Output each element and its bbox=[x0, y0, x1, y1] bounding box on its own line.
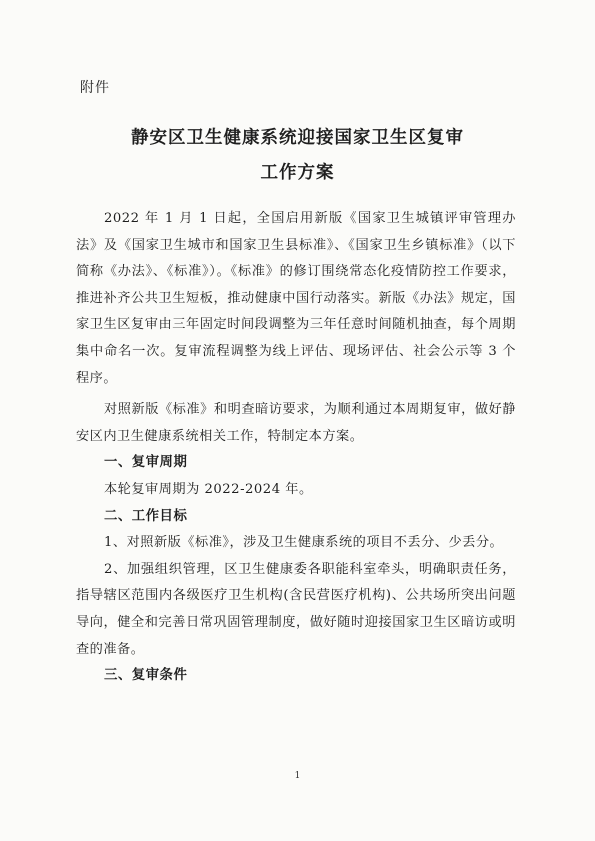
attachment-label: 附件 bbox=[80, 80, 110, 96]
paragraph-goal-1: 1、对照新版《标准》，涉及卫生健康系统的项目不丢分、少丢分。 bbox=[104, 535, 504, 551]
paragraph-goal-2: 2、加强组织管理，区卫生健康委各职能科室牵头，明确职责任务，指导辖区范围内各级医疗卫生机构(含民营医疗机构)、公共场所突出问题导向，健全和完善日常巩固管理制度，做好随时迎接国家卫生区暗访或明查的准备。 bbox=[76, 561, 516, 657]
paragraph-intro: 2022 年 1 月 1 日起，全国启用新版《国家卫生城镇评审管理办法》及《国家卫生城市和国家卫生县标准》、《国家卫生乡镇标准》（以下简称《办法》、《标准》）。《标准》的修订围绕常态化疫情防控工作要求，推进补齐公共卫生短板，推动健康中国行动落实。新版《办法》规定，国家卫生区复审由三年固定时间段调整为三年任意时间随机抽查，每个周期集中命名一次。复审流程调整为线上评估、现场评估、社会公示等 3 个程序。 bbox=[76, 211, 516, 386]
page-number: 1 bbox=[294, 771, 301, 781]
section-heading-conditions: 三、复审条件 bbox=[104, 668, 188, 684]
paragraph-purpose: 对照新版《标准》和明查暗访要求，为顺利通过本周期复审，做好静安区内卫生健康系统相关工作，特制定本方案。 bbox=[76, 402, 516, 444]
document-body bbox=[76, 206, 516, 690]
paragraph-cycle: 本轮复审周期为 2022-2024 年。 bbox=[104, 481, 313, 497]
section-heading-goals: 二、工作目标 bbox=[104, 508, 188, 524]
document-title: 静安区卫生健康系统迎接国家卫生区复审 bbox=[131, 128, 464, 148]
document-subtitle: 工作方案 bbox=[260, 163, 335, 183]
section-heading-cycle: 一、复审周期 bbox=[104, 455, 188, 471]
